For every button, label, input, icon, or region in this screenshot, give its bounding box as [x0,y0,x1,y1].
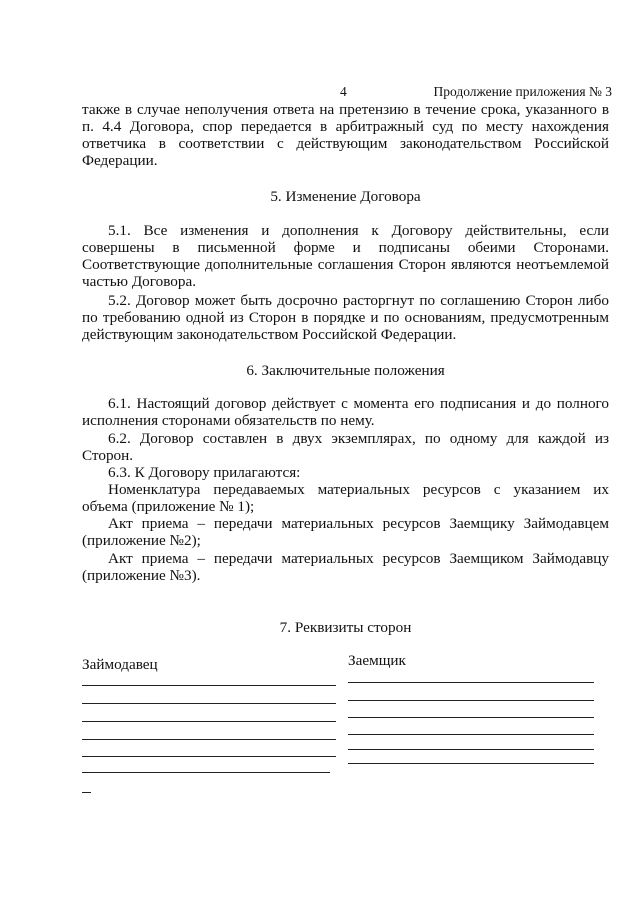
text-line: п. 4.4 Договора, спор передается в арбитражный суд по месту нахождения [82,118,609,135]
lender-line[interactable] [82,721,336,722]
lender-line[interactable] [82,739,336,740]
lender-line[interactable] [82,756,336,757]
borrower-label: Заемщик [348,652,406,669]
text-line: частью Договора. [82,273,197,290]
section-6-title: 6. Заключительные положения [246,362,445,379]
text-line: действующим законодательством Российской Федерации. [82,326,457,343]
text-line: 6.2. Договор составлен в двух экземплярах, по одному для каждой из [108,430,609,447]
attachment-item-3 [82,550,609,584]
borrower-line[interactable] [348,682,594,683]
section-7-title: 7. Реквизиты сторон [279,619,412,636]
lender-line[interactable] [82,772,330,773]
section-5-1 [82,222,609,290]
section-6-3: 6.3. К Договору прилагаются: [108,464,301,481]
section-5-2 [82,292,609,343]
text-line: Номенклатура передаваемых материальных ресурсов с указанием их [108,481,609,498]
text-line: 5.2. Договор может быть досрочно расторгнут по соглашению Сторон либо [108,292,609,309]
borrower-line[interactable] [348,717,594,718]
text-line: Акт приема – передачи материальных ресурсов Заемщиком Займодавцу [108,550,609,567]
text-line: также в случае неполучения ответа на претензию в течение срока, указанного в [82,101,609,118]
text-line: ответчика в соответствии с действующим законодательством Российской [82,135,609,152]
lender-line-stub [82,792,91,793]
borrower-line[interactable] [348,734,594,735]
attachment-item-2 [82,515,609,549]
borrower-line[interactable] [348,763,594,764]
text-line: Федерации. [82,152,158,169]
text-line: исполнения сторонами обязательств по нему. [82,412,375,429]
text-line: совершены в письменной форме и подписаны обеими Сторонами. [82,239,609,256]
lender-label: Займодавец [82,656,158,673]
text-line: (приложение №2); [82,532,201,549]
borrower-line[interactable] [348,749,594,750]
text-line: Акт приема – передачи материальных ресурсов Заемщику Займодавцем [108,515,609,532]
text-line: Соответствующие дополнительные соглашения Сторон являются неотъемлемой [82,256,609,273]
text-line: по требованию одной из Сторон в порядке и по основаниям, предусмотренным [82,309,609,326]
lender-line[interactable] [82,703,336,704]
appendix-note: Продолжение приложения № 3 [433,84,612,99]
text-line: (приложение №3). [82,567,201,584]
lender-line[interactable] [82,685,336,686]
page-number: 4 [340,84,347,99]
text-line: 5.1. Все изменения и дополнения к Договору действительны, если [108,222,609,239]
section-6-2 [82,430,609,464]
borrower-line[interactable] [348,700,594,701]
text-line: объема (приложение № 1); [82,498,255,515]
attachment-item-1 [82,481,609,515]
text-line: 6.1. Настоящий договор действует с момента его подписания и до полного [108,395,609,412]
text-line: Сторон. [82,447,134,464]
intro-paragraph [82,101,609,169]
section-5-title: 5. Изменение Договора [270,188,421,205]
section-6-1 [82,395,609,429]
